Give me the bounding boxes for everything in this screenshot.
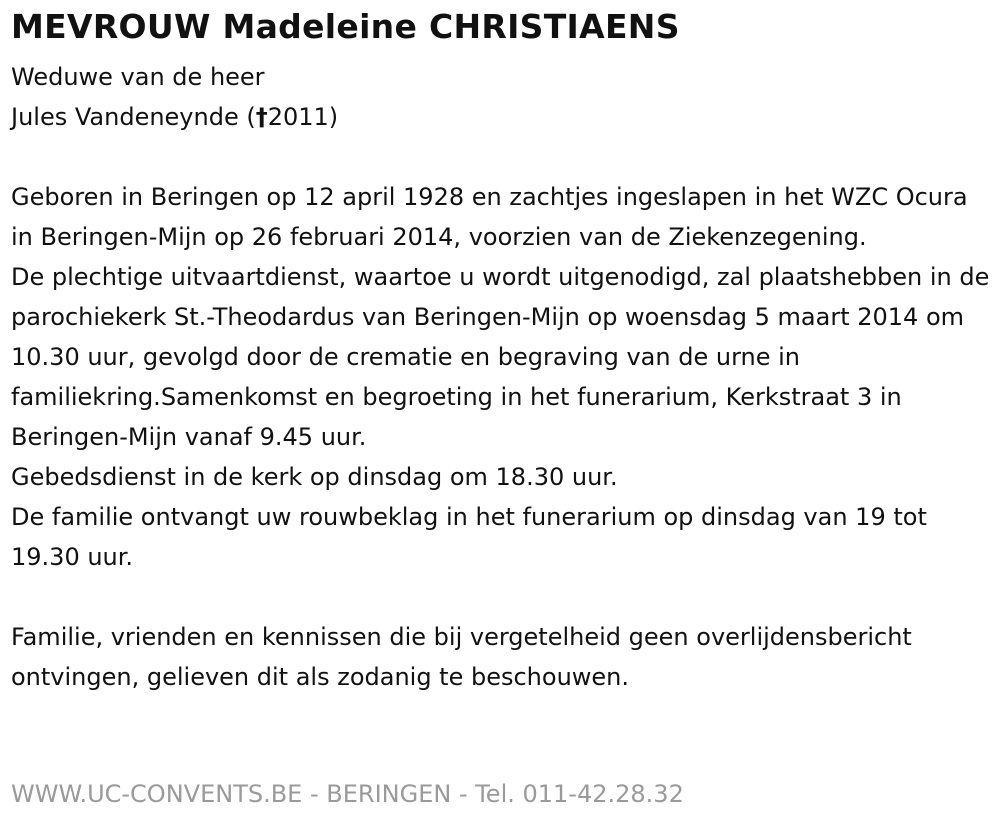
closing-paragraph: Familie, vrienden en kennissen die bij vergetelheid geen overlijdensbericht ontvingen, gelieven dit als zodanig te beschouwen. xyxy=(11,623,912,691)
spacer xyxy=(11,577,991,617)
notice-subtitle xyxy=(11,57,991,137)
spouse-line xyxy=(11,97,991,137)
widow-of-line: Weduwe van de heer xyxy=(11,63,265,91)
birth-death-paragraph: Geboren in Beringen op 12 april 1928 en zachtjes ingeslapen in het WZC Ocura in Beringen-Mijn op 26 februari 2014, voorzien van de Ziekenzegening. xyxy=(11,183,968,251)
prayer-service-paragraph: Gebedsdienst in de kerk op dinsdag om 18.30 uur. xyxy=(11,463,618,491)
spouse-death-year: 2011) xyxy=(267,103,339,131)
spouse-name: Jules Vandeneynde ( xyxy=(11,103,256,131)
death-notice xyxy=(11,0,991,697)
condolences-paragraph: De familie ontvangt uw rouwbeklag in het funerarium op dinsdag van 19 tot 19.30 uur. xyxy=(11,503,927,571)
funeral-service-paragraph: De plechtige uitvaartdienst, waartoe u wordt uitgenodigd, zal plaatshebben in de parochiekerk St.-Theodardus van Beringen-Mijn op woensdag 5 maart 2014 om 10.30 uur, gevolgd door de crematie en begraving van de urne in familiekring.Samenkomst en begroeting in het funerarium, Kerkstraat 3 in Beringen-Mijn vanaf 9.45 uur. xyxy=(11,263,990,451)
cross-icon: † xyxy=(255,103,268,131)
funeral-home-footer: WWW.UC-CONVENTS.BE - BERINGEN - Tel. 011-42.28.32 xyxy=(11,780,684,808)
spacer xyxy=(11,137,991,177)
notice-title: MEVROUW Madeleine CHRISTIAENS xyxy=(11,7,680,46)
